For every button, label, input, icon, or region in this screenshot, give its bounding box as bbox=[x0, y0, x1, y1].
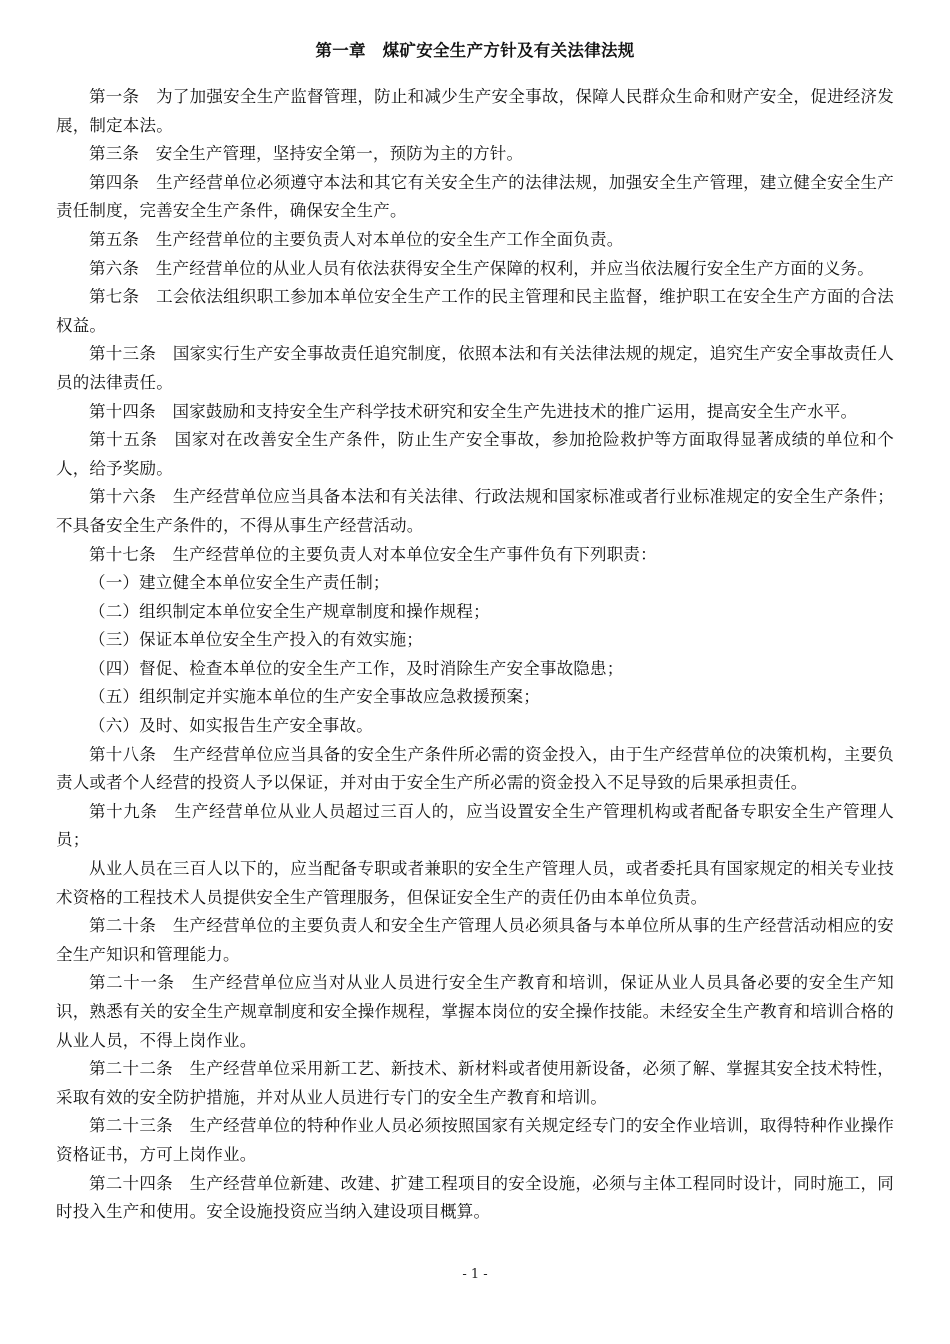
article-21: 第二十一条 生产经营单位应当对从业人员进行安全生产教育和培训，保证从业人员具备必要的安全生产知识，熟悉有关的安全生产规章制度和安全操作规程，掌握本岗位的安全操作技能。未经安全生产教育和培训合格的从业人员，不得上岗作业。 bbox=[56, 973, 894, 1050]
article-17-item-4: （四）督促、检查本单位的安全生产工作，及时消除生产安全事故隐患； bbox=[89, 658, 624, 678]
article-13: 第十三条 国家实行生产安全事故责任追究制度，依照本法和有关法律法规的规定，追究生产安全事故责任人员的法律责任。 bbox=[56, 344, 894, 392]
article-7: 第七条 工会依法组织职工参加本单位安全生产工作的民主管理和民主监督，维护职工在安全生产方面的合法权益。 bbox=[56, 287, 894, 335]
article-24: 第二十四条 生产经营单位新建、改建、扩建工程项目的安全设施，必须与主体工程同时设计，同时施工，同时投入生产和使用。安全设施投资应当纳入建设项目概算。 bbox=[56, 1173, 894, 1222]
article-4: 第四条 生产经营单位必须遵守本法和其它有关安全生产的法律法规，加强安全生产管理，建立健全安全生产责任制度，完善安全生产条件，确保安全生产。 bbox=[56, 172, 894, 221]
article-list bbox=[56, 83, 894, 1227]
article-17-item-2: （二）组织制定本单位安全生产规章制度和操作规程； bbox=[89, 601, 490, 621]
article-6: 第六条 生产经营单位的从业人员有依法获得安全生产保障的权利，并应当依法履行安全生产方面的义务。 bbox=[89, 258, 874, 278]
page-number: - 1 - bbox=[462, 1267, 488, 1282]
article-17-item-5: （五）组织制定并实施本单位的生产安全事故应急救援预案； bbox=[89, 687, 540, 707]
article-20: 第二十条 生产经营单位的主要负责人和安全生产管理人员必须具备与本单位所从事的生产经营活动相应的安全生产知识和管理能力。 bbox=[56, 916, 894, 964]
article-17-item-6: （六）及时、如实报告生产安全事故。 bbox=[89, 716, 373, 736]
document-page bbox=[56, 40, 894, 1227]
article-19: 第十九条 生产经营单位从业人员超过三百人的，应当设置安全生产管理机构或者配备专职安全生产管理人员； bbox=[56, 801, 894, 850]
article-16: 第十六条 生产经营单位应当具备本法和有关法律、行政法规和国家标准或者行业标准规定的安全生产条件；不具备安全生产条件的，不得从事生产经营活动。 bbox=[56, 487, 894, 535]
article-5: 第五条 生产经营单位的主要负责人对本单位的安全生产工作全面负责。 bbox=[89, 229, 624, 249]
article-18: 第十八条 生产经营单位应当具备的安全生产条件所必需的资金投入，由于生产经营单位的决策机构，主要负责人或者个人经营的投资人予以保证，并对由于安全生产所必需的资金投入不足导致的后果承担责任。 bbox=[56, 744, 894, 793]
article-1: 第一条 为了加强安全生产监督管理，防止和减少生产安全事故，保障人民群众生命和财产安全，促进经济发展，制定本法。 bbox=[56, 87, 894, 135]
article-19-continued: 从业人员在三百人以下的，应当配备专职或者兼职的安全生产管理人员，或者委托具有国家规定的相关专业技术资格的工程技术人员提供安全生产管理服务，但保证安全生产的责任仍由本单位负责。 bbox=[56, 859, 894, 907]
article-14: 第十四条 国家鼓励和支持安全生产科学技术研究和安全生产先进技术的推广运用，提高安全生产水平。 bbox=[89, 401, 858, 421]
article-17: 第十七条 生产经营单位的主要负责人对本单位安全生产事件负有下列职责： bbox=[89, 544, 657, 564]
article-17-item-3: （三）保证本单位安全生产投入的有效实施； bbox=[89, 630, 423, 650]
article-15: 第十五条 国家对在改善安全生产条件，防止生产安全事故，参加抢险救护等方面取得显著成绩的单位和个人，给予奖励。 bbox=[56, 430, 894, 478]
article-23: 第二十三条 生产经营单位的特种作业人员必须按照国家有关规定经专门的安全作业培训，取得特种作业操作资格证书，方可上岗作业。 bbox=[56, 1116, 894, 1164]
chapter-title: 第一章 煤矿安全生产方针及有关法律法规 bbox=[315, 41, 635, 60]
article-17-item-1: （一）建立健全本单位安全生产责任制； bbox=[89, 573, 390, 593]
article-22: 第二十二条 生产经营单位采用新工艺、新技术、新材料或者使用新设备，必须了解、掌握其安全技术特性，采取有效的安全防护措施，并对从业人员进行专门的安全生产教育和培训。 bbox=[56, 1059, 894, 1107]
article-3: 第三条 安全生产管理，坚持安全第一，预防为主的方针。 bbox=[89, 144, 524, 164]
